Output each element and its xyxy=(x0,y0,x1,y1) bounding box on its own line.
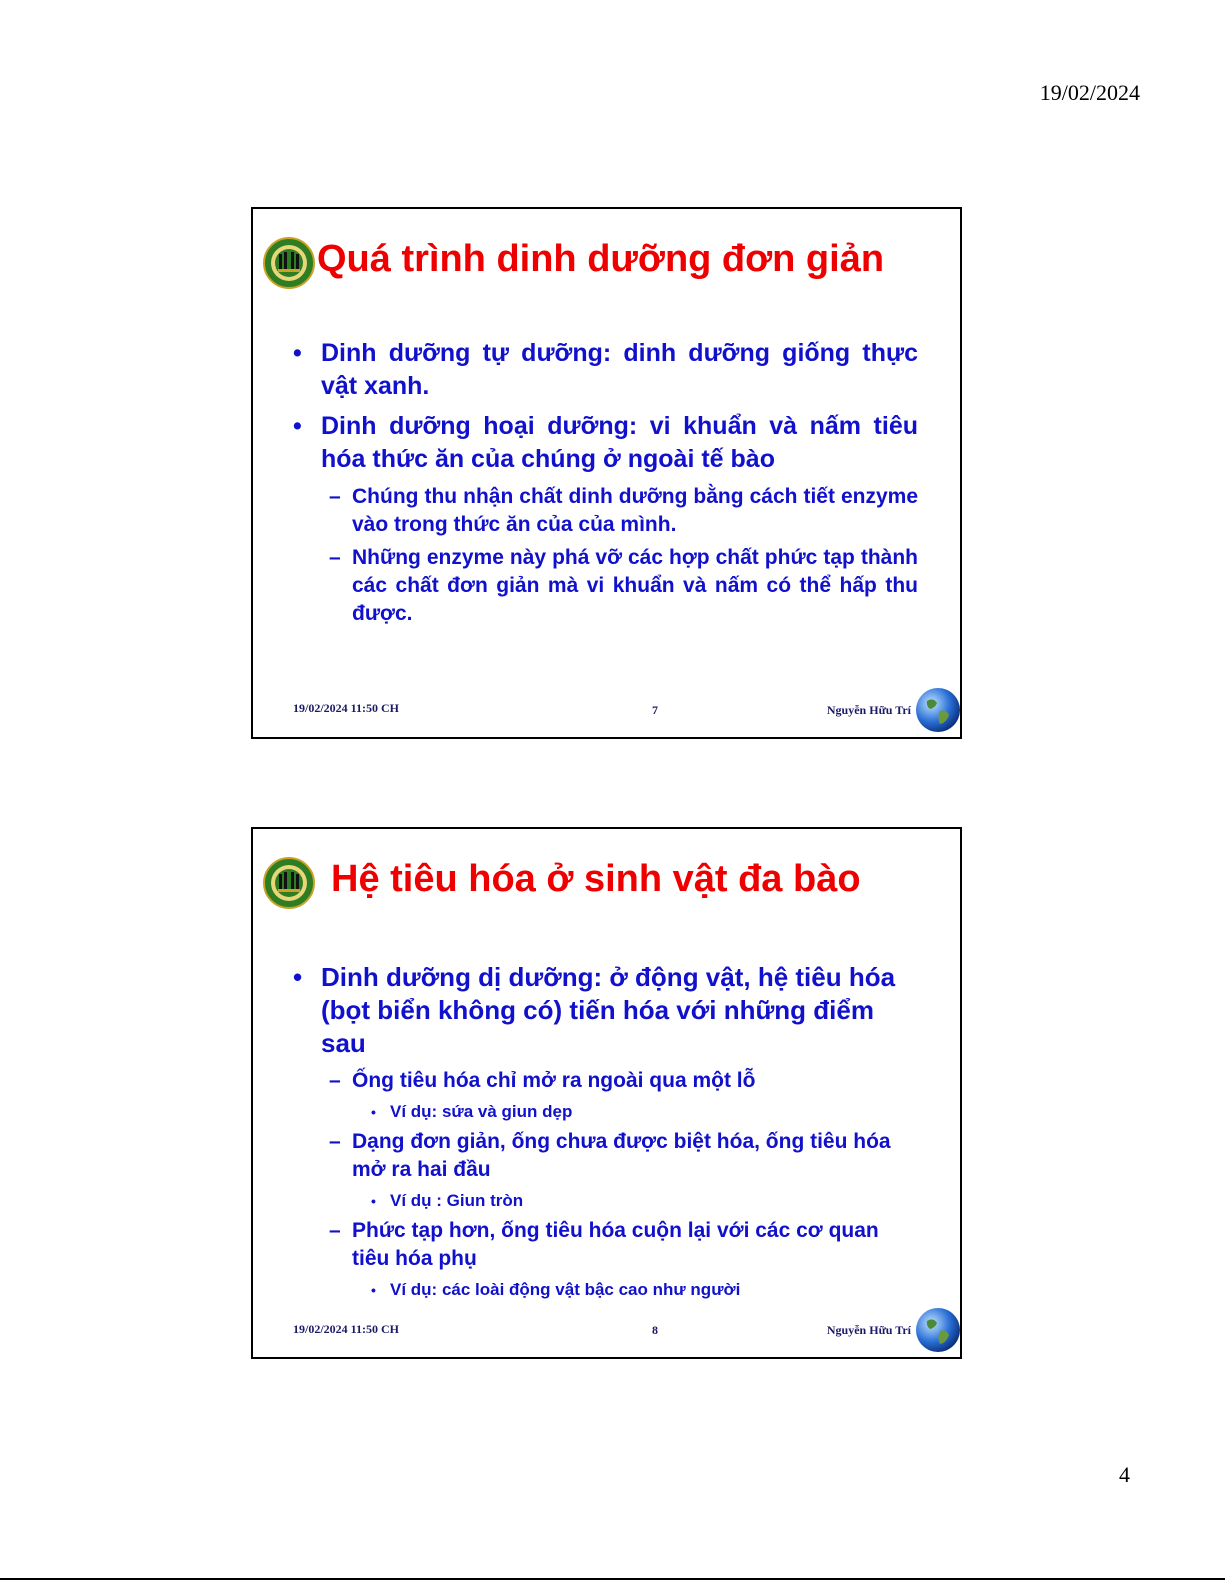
slide-footer-author: Nguyễn Hữu Trí xyxy=(826,703,911,717)
sub-bullet-item xyxy=(291,1217,918,1273)
bullet-marker: • xyxy=(293,962,303,992)
bullet-marker: • xyxy=(293,412,302,440)
dash-marker: – xyxy=(329,1130,341,1153)
globe-icon xyxy=(915,687,961,733)
dash-marker: – xyxy=(329,485,341,508)
bullet-item xyxy=(291,410,918,476)
slide-footer-date: 19/02/2024 11:50 CH xyxy=(293,1322,400,1336)
bullet-text: Dinh dưỡng dị dưỡng: ở động vật, hệ tiêu hóa (bọt biển không có) tiến hóa với những điểm sau xyxy=(321,962,896,1058)
example-item xyxy=(291,1189,918,1213)
sub-bullet-item xyxy=(291,483,918,539)
slide-title: Hệ tiêu hóa ở sinh vật đa bào xyxy=(331,858,861,900)
dash-marker: – xyxy=(329,1069,341,1092)
sub-bullet-item xyxy=(291,544,918,628)
bottom-rule xyxy=(0,1578,1225,1580)
bullet-text: Ví dụ: sứa và giun dẹp xyxy=(390,1102,573,1121)
bullet-item xyxy=(291,337,918,403)
bullet-text: Chúng thu nhận chất dinh dưỡng bằng cách tiết enzyme vào trong thức ăn của của mình. xyxy=(352,485,918,536)
globe-icon xyxy=(915,1307,961,1353)
bullet-item xyxy=(291,961,918,1060)
bullet-marker: • xyxy=(293,339,302,367)
slide-title: Quá trình dinh dưỡng đơn giản xyxy=(317,238,885,280)
slide-footer-date: 19/02/2024 11:50 CH xyxy=(293,701,400,715)
bullet-text: Những enzyme này phá vỡ các hợp chất phức tạp thành các chất đơn giản mà vi khuẩn và nấm có thể hấp thu được. xyxy=(352,546,918,625)
page-date: 19/02/2024 xyxy=(1039,80,1140,105)
sub-bullet-item xyxy=(291,1128,918,1184)
dash-marker: – xyxy=(329,1219,341,1242)
slide-content xyxy=(291,961,918,1306)
page-number: 4 xyxy=(1119,1462,1130,1487)
bullet-text: Ống tiêu hóa chỉ mở ra ngoài qua một lỗ xyxy=(352,1069,756,1092)
bullet-text: Dinh dưỡng hoại dưỡng: vi khuẩn và nấm tiêu hóa thức ăn của chúng ở ngoài tế bào xyxy=(321,412,918,473)
university-logo-icon xyxy=(263,237,315,289)
dash-marker: – xyxy=(329,546,341,569)
bullet-text: Dinh dưỡng tự dưỡng: dinh dưỡng giống thực vật xanh. xyxy=(321,339,918,400)
bullet-text: Ví dụ: các loài động vật bậc cao như người xyxy=(390,1280,741,1299)
bullet-marker: • xyxy=(371,1104,376,1120)
slide-content xyxy=(291,337,918,633)
slide-footer-number: 8 xyxy=(652,1323,658,1337)
example-item xyxy=(291,1278,918,1302)
slide-7 xyxy=(251,207,962,739)
example-item xyxy=(291,1100,918,1124)
bullet-text: Ví dụ : Giun tròn xyxy=(390,1191,524,1210)
bullet-marker: • xyxy=(371,1193,376,1209)
sub-bullet-item xyxy=(291,1067,918,1095)
slide-footer-number: 7 xyxy=(652,703,658,717)
slide-footer-author: Nguyễn Hữu Trí xyxy=(826,1323,911,1337)
slide-8 xyxy=(251,827,962,1359)
university-logo-icon xyxy=(263,857,315,909)
bullet-marker: • xyxy=(371,1282,376,1298)
bullet-text: Dạng đơn giản, ống chưa được biệt hóa, ống tiêu hóa mở ra hai đầu xyxy=(352,1130,891,1181)
bullet-text: Phức tạp hơn, ống tiêu hóa cuộn lại với các cơ quan tiêu hóa phụ xyxy=(352,1219,879,1270)
